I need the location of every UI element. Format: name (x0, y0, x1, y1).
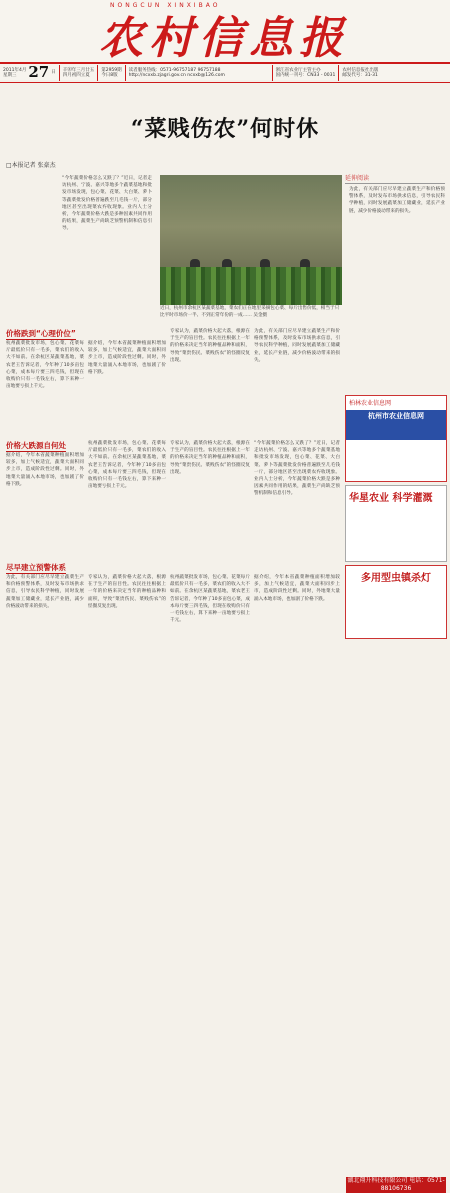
issue-number: 第2959期 (101, 67, 122, 73)
masthead (0, 0, 450, 80)
lunar-date: 辛卯年三月廿五 (62, 67, 95, 73)
article-col-1: 杭州蔬菜批发市场，包心菜、花菜每斤最低价只有一毛多，菜农们的收入大不如前。在余杭区某蔬菜基地，菜农老王告诉记者，今年种了10多亩包心菜，成本每斤要三四毛钱，但现在收购价只有一毛钱左右，算下来种一亩地要亏损上千元。 (6, 341, 84, 390)
article-col-6: 杭州蔬菜批发市场，包心菜、花菜每斤最低价只有一毛多，菜农们的收入大不如前。在余杭区某蔬菜基地，菜农老王告诉记者，今年种了10多亩包心菜，成本每斤要三四毛钱，但现在收购价只有一毛钱左右，算下来种一亩地要亏损上千元。 (88, 441, 166, 490)
publisher: 浙江省农业厅主管主办 (275, 67, 321, 73)
section-head-remedy: 尽早建立预警体系 (6, 563, 66, 572)
post-cell (339, 65, 381, 81)
info-bar (0, 62, 450, 83)
article-col-2: 据介绍，今年本省蔬菜种植面积增加较多，加上气候适宜，蔬菜大面积同步上市，造成阶段性过剩。同时，外地菜大量涌入本地市场，也加剧了价格下跌。 (88, 341, 166, 375)
section-head-reasons: 价格大跌源自何处 (6, 441, 66, 450)
article-col-3: 专家认为，蔬菜价格大起大落，根源在于生产的盲目性。农民往往根据上一年的价格来决定当年的种植品种和面积，导致“菜贵伤民、菜贱伤农”的怪圈反复出现。 (170, 329, 250, 363)
ad-banner (346, 410, 446, 440)
article-col-12: 据介绍，今年本省蔬菜种植面积增加较多，加上气候适宜，蔬菜大面积同步上市，造成阶段性过剩。同时，外地菜大量涌入本地市场，也加剧了价格下跌。 (254, 575, 340, 602)
website[interactable]: http://ncxxb.zjagri.gov.cn ncxxb@126.com (128, 73, 225, 78)
edition-weekday: 星期三 (3, 73, 17, 78)
article-col-4: 为此，有关部门应尽早建立蔬菜生产和价格预警体系，及时发布市场供求信息，引导农民科学种植，同时发展蔬菜加工储藏业，延长产业链，减少价格波动带来的损失。 (254, 329, 340, 363)
photo-caption (160, 306, 342, 319)
date-cell (0, 65, 60, 81)
article-col-7: 专家认为，蔬菜价格大起大落，根源在于生产的盲目性。农民往往根据上一年的价格来决定当年的种植品种和面积，导致“菜贵伤民、菜贱伤农”的怪圈反复出现。 (170, 441, 250, 475)
article-col-8: “今年蔬菜价格怎么又跌了？”近日，记者走访杭州、宁波、嘉兴等地多个蔬菜基地和批发市场发现，包心菜、花菜、大白菜、萝卜等蔬菜批发价格普遍跌至几毛钱一斤，部分地区甚至出现菜农弃收现象。业内人士分析，今年蔬菜价格大跌是多种因素共同作用的结果，蔬菜生产尚缺乏预警机制和信息引导。 (254, 441, 340, 497)
photo-credit: 吴金摄 (253, 312, 268, 318)
byline: □本报记者 张豪杰 (6, 162, 56, 169)
postal-code: 邮发代号：31-31 (342, 73, 378, 78)
article-col-9: 为此，有关部门应尽早建立蔬菜生产和价格预警体系，及时发布市场供求信息，引导农民科学种植，同时发展蔬菜加工储藏业，延长产业链，减少价格波动带来的损失。 (6, 575, 84, 609)
service-phone: 读者服务热线：0571-96757187 96757188 (128, 67, 221, 73)
contact-cell (126, 65, 273, 81)
publisher-cell (273, 65, 340, 81)
year-month: 2011年4月 (3, 67, 27, 73)
day-number: 27 (28, 63, 50, 82)
bottom-ad-title: 多用型虫镇杀灯 (361, 573, 431, 584)
ad-title: 柏林农业信息网 (349, 400, 392, 407)
solar-term: 四月初四立夏 (62, 73, 90, 78)
bottom-ad-contact: 湖北翔升科技有限公司 电话：0571-88106736 (347, 1177, 445, 1192)
title-char: 农 (99, 13, 145, 64)
page-count: 今日8版 (101, 73, 118, 78)
title-char: 报 (299, 13, 345, 64)
bottom-ad-bar (346, 1177, 446, 1193)
sidebar-heading: 延伸阅读 (345, 173, 445, 184)
article-col-10: 专家认为，蔬菜价格大起大落，根源在于生产的盲目性。农民往往根据上一年的价格来决定当年的种植品种和面积，导致“菜贵伤民、菜贱伤农”的怪圈反复出现。 (88, 575, 166, 609)
section-head-price: 价格跌到“心理价位” (6, 329, 76, 338)
weekday: 日 (51, 70, 56, 76)
news-photo (160, 175, 342, 305)
promo-title: 华星农业 科学灌溉 (349, 493, 433, 504)
cn-number: 国内统一刊号：CN33 - 0031 (275, 73, 336, 78)
title-char: 村 (149, 13, 195, 64)
article-col-5: 据介绍，今年本省蔬菜种植面积增加较多，加上气候适宜，蔬菜大面积同步上市，造成阶段性过剩。同时，外地菜大量涌入本地市场，也加剧了价格下跌。 (6, 453, 84, 487)
sidebar-text: 为此，有关部门应尽早建立蔬菜生产和价格预警体系，及时发布市场供求信息，引导农民科学种植，同时发展蔬菜加工储藏业，延长产业链，减少价格波动带来的损失。 (349, 187, 445, 214)
title-char: 息 (249, 13, 295, 64)
ad-box-agri-info[interactable] (345, 395, 447, 482)
ad-main-text: 杭州市农业信息网 (368, 412, 424, 420)
intro-text: “今年蔬菜价格怎么又跌了？”近日，记者走访杭州、宁波、嘉兴等地多个蔬菜基地和批发市场发现，包心菜、花菜、大白菜、萝卜等蔬菜批发价格普遍跌至几毛钱一斤，部分地区甚至出现菜农弃收现象。业内人士分析，今年蔬菜价格大跌是多种因素共同作用的结果，蔬菜生产尚缺乏预警机制和信息引导。 (62, 176, 152, 232)
lunar-cell (60, 65, 99, 81)
bottom-ad[interactable] (345, 565, 447, 1192)
caption-text: 近日，杭州市余杭区某蔬菜基地，菜农们正在地里采摘包心菜、每斤出售价低，相当于只比平时市场价一半、不到正常年份的一成…… (160, 306, 340, 318)
press-name: 农村信息报社出版 (342, 67, 379, 73)
issue-cell (98, 65, 125, 81)
photo-vegetables (160, 267, 342, 305)
article-col-11: 杭州蔬菜批发市场，包心菜、花菜每斤最低价只有一毛多，菜农们的收入大不如前。在余杭区某蔬菜基地，菜农老王告诉记者，今年种了10多亩包心菜，成本每斤要三四毛钱，但现在收购价只有一毛钱左右，算下来种一亩地要亏损上千元。 (170, 575, 250, 624)
promo-box[interactable] (345, 485, 447, 562)
title-char: 信 (199, 13, 245, 64)
newspaper-title (92, 8, 352, 64)
masthead-pinyin: NONGCUN XINXIBAO (110, 2, 221, 9)
main-headline: “菜贱伤农”何时休 (130, 116, 320, 142)
